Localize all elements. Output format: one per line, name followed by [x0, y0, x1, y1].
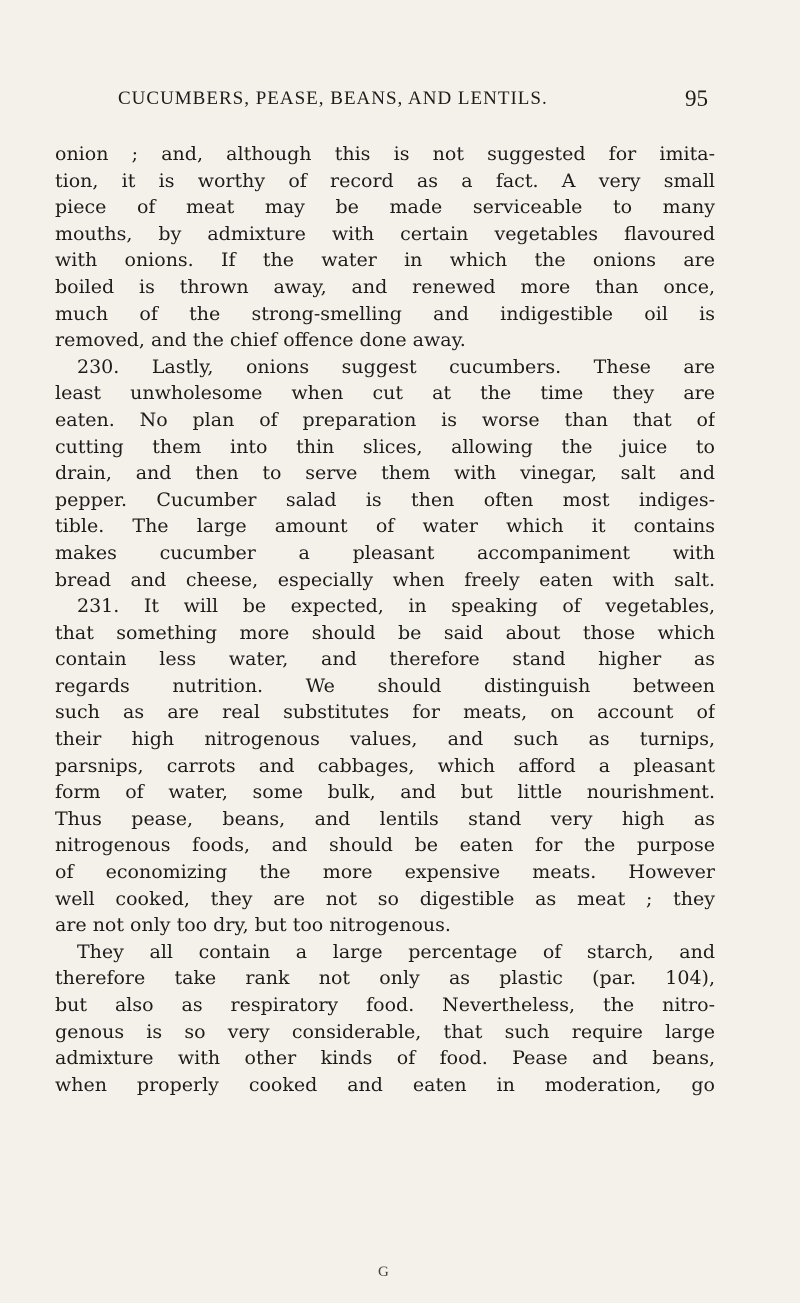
text-line: nitrogenous foods, and should be eaten for the purpose: [55, 834, 715, 857]
page-number: 95: [685, 86, 708, 111]
text-line: regards nutrition. We should distinguish between: [55, 674, 715, 697]
text-line: their high nitrogenous values, and such as turnips,: [55, 728, 715, 751]
text-line: cutting them into thin slices, allowing the juice to: [55, 435, 715, 458]
text-line: bread and cheese, especially when freely eaten with salt.: [55, 568, 715, 591]
text-line: are not only too dry, but too nitrogenous.: [55, 914, 451, 937]
paragraph-231-start: 231. It will be expected, in speaking of vegetables,: [77, 595, 715, 618]
text-line: Thus pease, beans, and lentils stand very high as: [55, 807, 715, 830]
text-line: piece of meat may be made serviceable to many: [55, 196, 715, 219]
signature-mark: G: [378, 1264, 389, 1280]
text-line: parsnips, carrots and cabbages, which afford a pleasant: [55, 754, 715, 777]
text-line: such as are real substitutes for meats, on account of: [55, 701, 715, 724]
text-line: least unwholesome when cut at the time they are: [55, 382, 715, 405]
running-head-title: CUCUMBERS, PEASE, BEANS, AND LENTILS.: [118, 88, 548, 109]
text-line: onion ; and, although this is not suggested for imita-: [55, 143, 715, 165]
text-line: drain, and then to serve them with vinegar, salt and: [55, 462, 715, 485]
text-line: when properly cooked and eaten in moderation, go: [55, 1073, 715, 1096]
text-line: mouths, by admixture with certain vegetables flavoured: [55, 222, 715, 245]
text-line: with onions. If the water in which the onions are: [55, 249, 715, 272]
text-line: genous is so very considerable, that such require large: [55, 1020, 715, 1043]
text-line: tible. The large amount of water which it contains: [55, 515, 715, 538]
body-text: [55, 141, 715, 1098]
text-line: boiled is thrown away, and renewed more than once,: [55, 275, 715, 298]
text-line: that something more should be said about those which: [55, 621, 715, 644]
text-line: removed, and the chief offence done away.: [55, 329, 466, 352]
text-line: tion, it is worthy of record as a fact. A very small: [55, 169, 715, 192]
text-line: form of water, some bulk, and but little nourishment.: [55, 781, 715, 804]
text-line: admixture with other kinds of food. Pease and beans,: [55, 1047, 715, 1070]
text-line: well cooked, they are not so digestible as meat ; they: [55, 887, 715, 910]
text-line: of economizing the more expensive meats. However: [55, 861, 715, 884]
text-line: therefore take rank not only as plastic (par. 104),: [55, 967, 715, 990]
text-line: pepper. Cucumber salad is then often most indiges-: [55, 488, 715, 511]
running-header: [118, 88, 708, 118]
paragraph-start: They all contain a large percentage of starch, and: [77, 940, 715, 963]
text-line: much of the strong-smelling and indigestible oil is: [55, 302, 715, 325]
text-line: eaten. No plan of preparation is worse than that of: [55, 408, 715, 431]
text-line: makes cucumber a pleasant accompaniment with: [55, 541, 715, 564]
text-line: but also as respiratory food. Nevertheless, the nitro-: [55, 994, 715, 1016]
text-line: contain less water, and therefore stand higher as: [55, 648, 715, 671]
paragraph-230-start: 230. Lastly, onions suggest cucumbers. These are: [77, 355, 715, 378]
